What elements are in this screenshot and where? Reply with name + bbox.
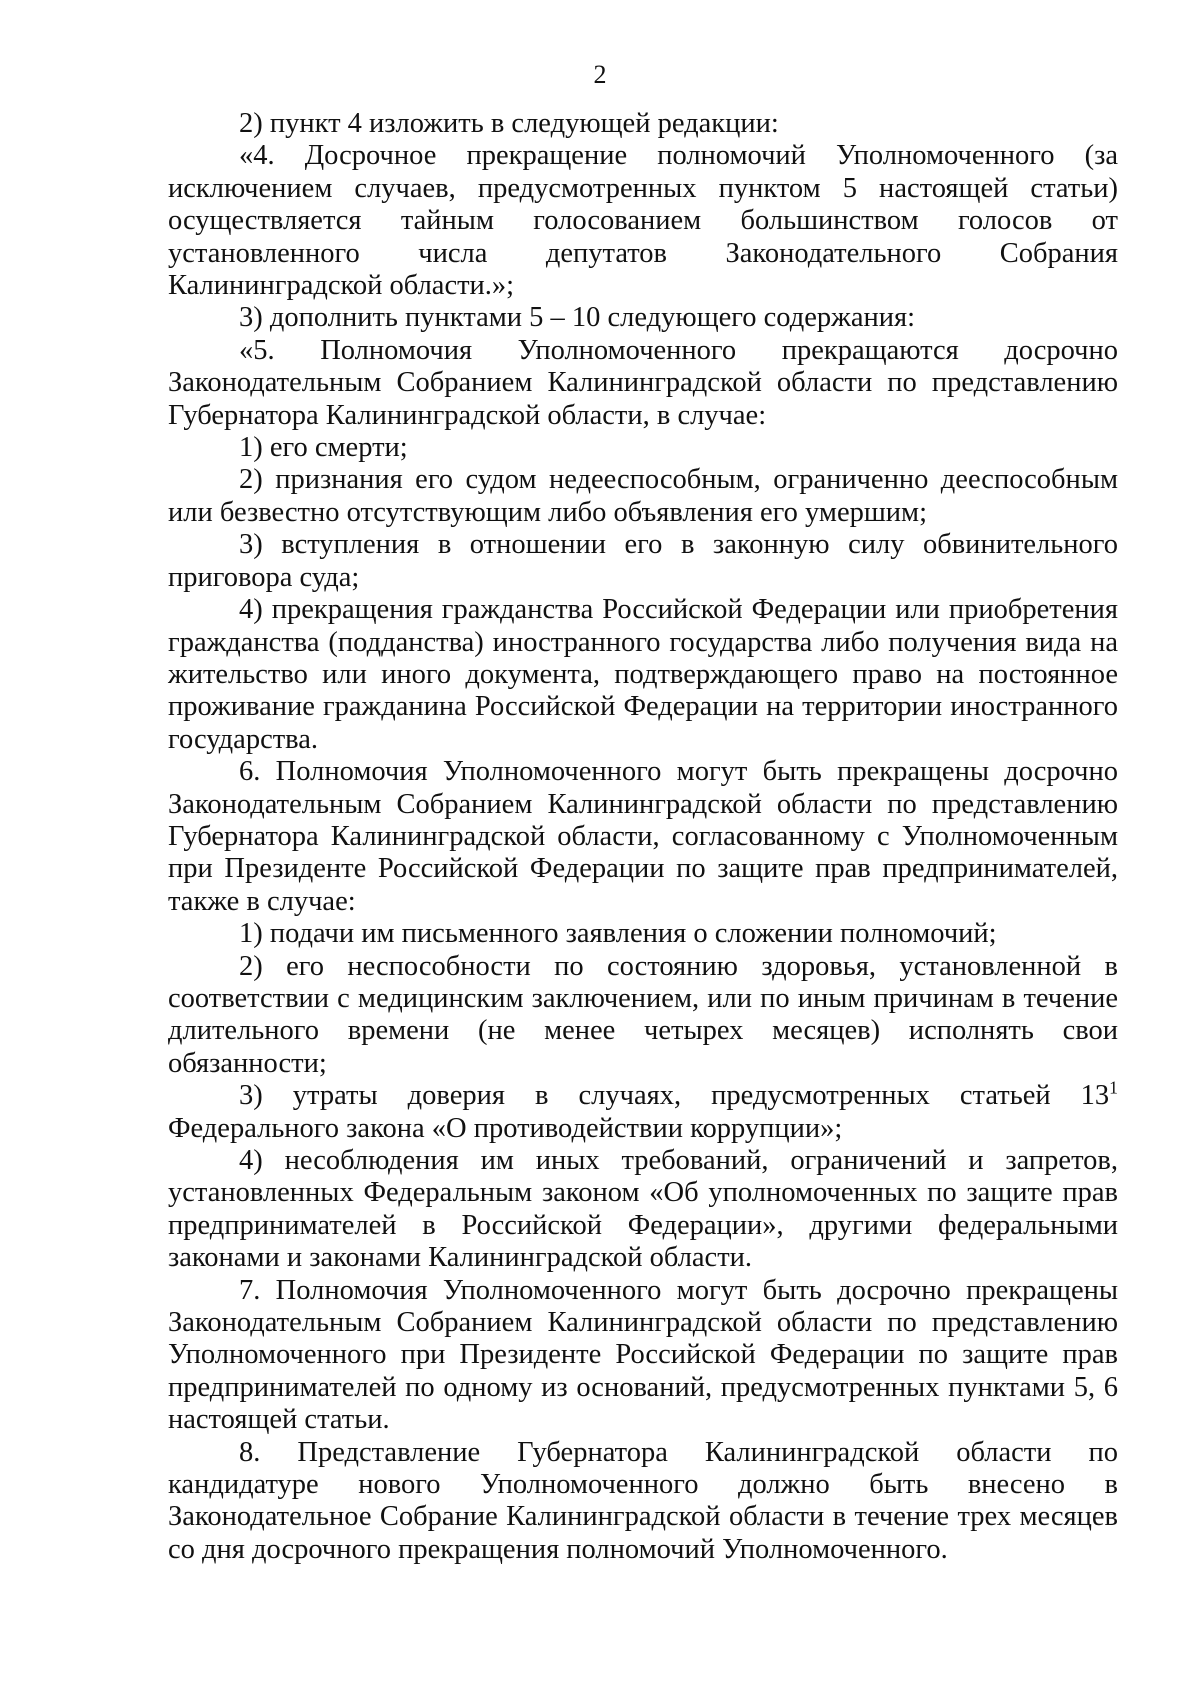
paragraph-point-8: 8. Представление Губернатора Калининградской области по кандидатуре нового Уполномоченного должно быть внесено в Законодательное Собрание Калининградской области в течение трех месяцев со дня досрочного прекращения полномочий Уполномоченного. bbox=[168, 1436, 1118, 1565]
paragraph-point-6-sub-4: 4) несоблюдения им иных требований, ограничений и запретов, установленных Федеральным законом «Об уполномоченных по защите прав предпринимателей в Российской Федерации», другими федеральными законами и законами Калининградской области. bbox=[168, 1145, 1118, 1274]
text-segment: 3) утраты доверия в случаях, предусмотренных статьей 13 bbox=[239, 1080, 1110, 1112]
paragraph-point-5-sub-3: 3) вступления в отношении его в законную силу обвинительного приговора суда; bbox=[168, 529, 1118, 593]
paragraph-point-6-sub-2: 2) его неспособности по состоянию здоровья, установленной в соответствии с медицинским заключением, или по иным причинам в течение длительного времени (не менее четырех месяцев) исполнять свои обязанности; bbox=[168, 950, 1118, 1079]
paragraph-amend-item-3: 3) дополнить пунктами 5 – 10 следующего содержания: bbox=[239, 302, 915, 334]
page-number: 2 bbox=[593, 60, 607, 89]
document-body bbox=[168, 108, 1118, 1566]
paragraph-point-6-sub-3 bbox=[168, 1077, 1118, 1145]
paragraph-point-5-sub-2: 2) признания его судом недееспособным, ограниченно дееспособным или безвестно отсутствующим либо объявления его умершим; bbox=[168, 464, 1118, 528]
paragraph-point-6: 6. Полномочия Уполномоченного могут быть прекращены досрочно Законодательным Собранием Калининградской области по представлению Губернатора Калининградской области, согласованному с Уполномоченным при Президенте Российской Федерации по защите прав предпринимателей, также в случае: bbox=[168, 756, 1118, 917]
paragraph-point-5: «5. Полномочия Уполномоченного прекращаются досрочно Законодательным Собранием Калининградской области по представлению Губернатора Калининградской области, в случае: bbox=[168, 334, 1118, 431]
paragraph-amend-item-2: 2) пункт 4 изложить в следующей редакции: bbox=[239, 108, 779, 139]
text-segment: Федерального закона «О противодействии коррупции»; bbox=[168, 1112, 843, 1144]
paragraph-point-5-sub-1: 1) его смерти; bbox=[239, 432, 408, 464]
paragraph-point-7: 7. Полномочия Уполномоченного могут быть досрочно прекращены Законодательным Собранием Калининградской области по представлению Уполномоченного при Президенте Российской Федерации по защите прав предпринимателей по одному из оснований, предусмотренных пунктами 5, 6 настоящей статьи. bbox=[168, 1274, 1118, 1436]
paragraph-point-5-sub-4: 4) прекращения гражданства Российской Федерации или приобретения гражданства (подданства) иностранного государства либо получения вида на жительство или иного документа, подтверждающего право на постоянное проживание гражданина Российской Федерации на территории иностранного государства. bbox=[168, 594, 1118, 755]
paragraph-point-6-sub-1: 1) подачи им письменного заявления о сложении полномочий; bbox=[239, 918, 997, 950]
superscript: 1 bbox=[1109, 1077, 1118, 1098]
paragraph-point-4: «4. Досрочное прекращение полномочий Уполномоченного (за исключением случаев, предусмотренных пунктом 5 настоящей статьи) осуществляется тайным голосованием большинством голосов от установленного числа депутатов Законодательного Собрания Калининградской области.»; bbox=[168, 140, 1118, 302]
